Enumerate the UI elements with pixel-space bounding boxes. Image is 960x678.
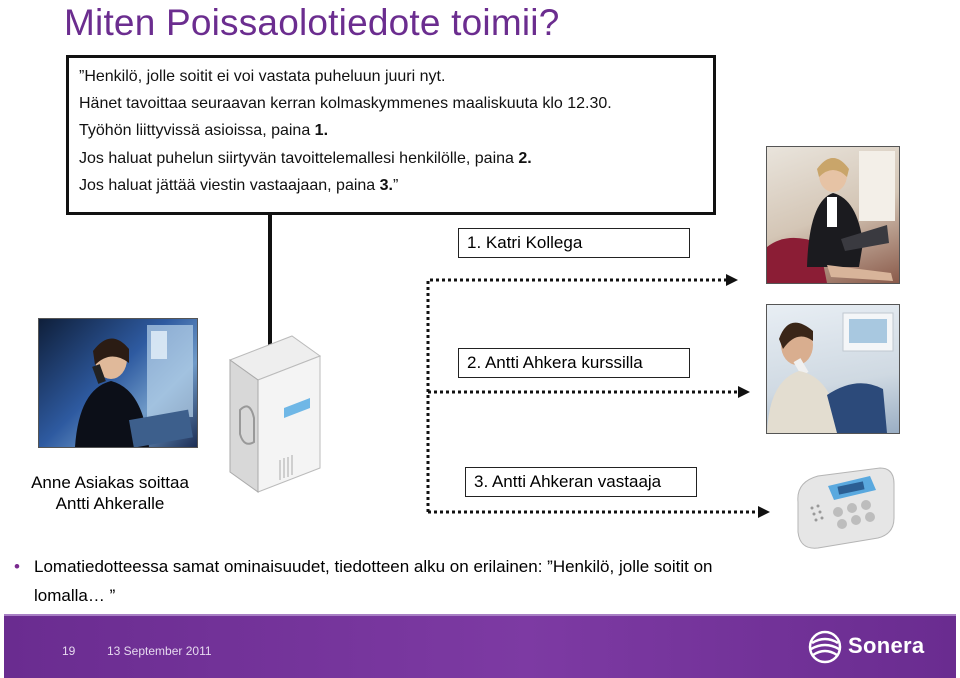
page-number: 19 <box>62 644 76 658</box>
caller-caption <box>20 472 200 514</box>
greeting-line-3: Työhön liittyvissä asioissa, paina 1. <box>79 122 329 139</box>
option-3-label: 3. Antti Ahkeran vastaaja <box>465 467 697 497</box>
option-1-label: 1. Katri Kollega <box>458 228 690 258</box>
caller-caption-line-2: Antti Ahkeralle <box>55 494 165 513</box>
arrowhead-1 <box>726 274 738 286</box>
answering-machine-icon <box>794 462 900 552</box>
arrowhead-2 <box>738 386 750 398</box>
man-figure-icon <box>767 305 899 433</box>
caller-figure-icon <box>39 319 197 447</box>
brand-name: Sonera <box>848 633 925 658</box>
woman-laptop-photo <box>766 146 900 284</box>
bullet-text: Lomatiedotteessa samat ominaisuudet, tiedotteen alku on erilainen: ”Henkilö, jolle soitit on lomalla… ” <box>34 557 713 605</box>
footer-date: 13 September 2011 <box>107 644 212 658</box>
server-icon <box>226 330 322 495</box>
caller-photo <box>38 318 198 448</box>
greeting-line-4: Jos haluat puhelun siirtyvän tavoittelemallesi henkilölle, paina 2. <box>79 150 532 167</box>
greeting-line-2: Hänet tavoittaa seuraavan kerran kolmaskymmenes maaliskuuta klo 12.30. <box>79 95 612 112</box>
footer-bar <box>4 614 956 678</box>
bullet-item <box>14 552 774 610</box>
man-phone-photo <box>766 304 900 434</box>
greeting-line-1: ”Henkilö, jolle soitit ei voi vastata puheluun juuri nyt. <box>79 68 446 85</box>
caller-caption-line-1: Anne Asiakas soittaa <box>31 473 189 492</box>
woman-figure-icon <box>767 147 899 283</box>
arrowhead-3 <box>758 506 770 518</box>
greeting-line-5: Jos haluat jättää viestin vastaajaan, paina 3.” <box>79 177 399 194</box>
sonera-logo-icon <box>808 630 842 664</box>
slide-title: Miten Poissaolotiedote toimii? <box>64 2 560 43</box>
bullet-marker-icon: • <box>14 557 20 576</box>
option-2-label: 2. Antti Ahkera kurssilla <box>458 348 690 378</box>
